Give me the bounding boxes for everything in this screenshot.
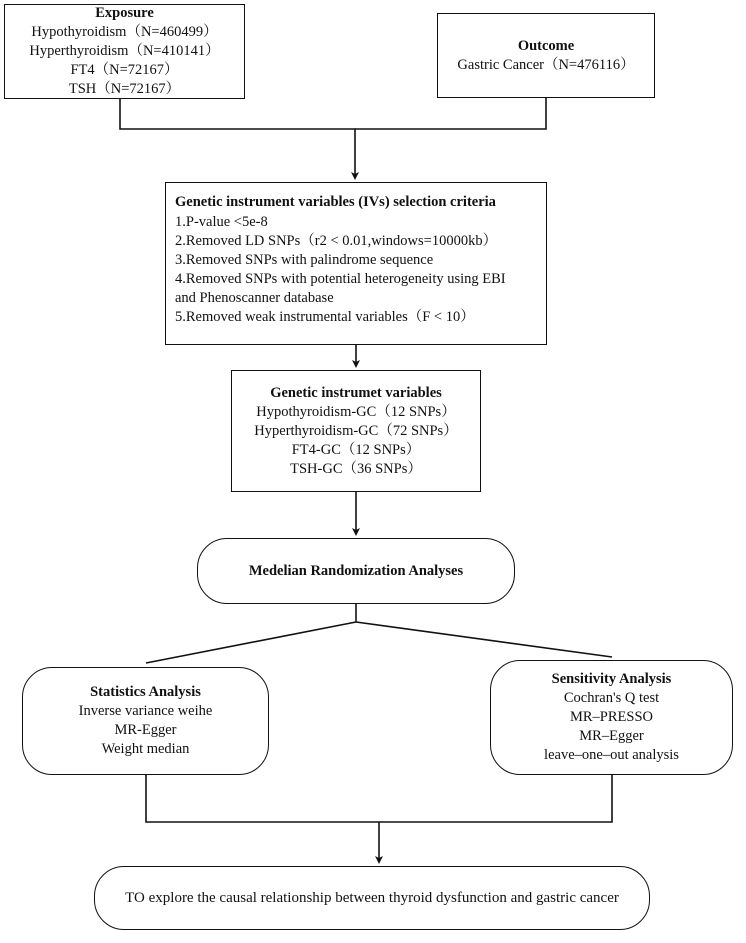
node-statistics-analysis <box>22 667 269 775</box>
sensitivity-line-1: Cochran's Q test <box>563 690 660 706</box>
instruments-line-3: FT4-GC（12 SNPs） <box>291 441 421 458</box>
mr-title: Medelian Randomization Analyses <box>248 562 464 579</box>
node-iv-selection-criteria <box>165 182 547 345</box>
criteria-title: Genetic instrument variables (IVs) selection criteria <box>175 194 496 210</box>
instruments-line-4: TSH-GC（36 SNPs） <box>290 460 422 477</box>
statistics-title: Statistics Analysis <box>90 684 201 700</box>
outcome-title: Outcome <box>517 37 575 54</box>
criteria-line-4: 4.Removed SNPs with potential heterogeneity using EBI <box>175 271 506 287</box>
sensitivity-line-3: MR–Egger <box>579 728 644 744</box>
outcome-line-1: Gastric Cancer（N=476116） <box>457 56 635 73</box>
node-exposure <box>4 4 245 99</box>
node-genetic-instrument-variables <box>231 370 481 492</box>
sensitivity-title: Sensitivity Analysis <box>551 671 672 687</box>
node-conclusion <box>94 866 650 930</box>
statistics-line-1: Inverse variance weihe <box>78 703 213 719</box>
exposure-line-2: Hyperthyroidism（N=410141） <box>29 43 220 59</box>
instruments-title: Genetic instrumet variables <box>270 384 442 401</box>
conclusion-line-1: TO explore the causal relationship between thyroid dysfunction and gastric cancer <box>125 889 619 906</box>
criteria-line-1: 1.P-value <5e-8 <box>175 214 268 230</box>
instruments-line-1: Hypothyroidism-GC（12 SNPs） <box>256 403 456 420</box>
node-sensitivity-analysis <box>490 660 733 775</box>
criteria-line-6: 5.Removed weak instrumental variables（F < 10） <box>175 309 475 325</box>
criteria-line-2: 2.Removed LD SNPs（r2 < 0.01,windows=10000kb） <box>175 233 498 249</box>
instruments-line-2: Hyperthyroidism-GC（72 SNPs） <box>254 422 458 439</box>
exposure-line-1: Hypothyroidism（N=460499） <box>31 24 218 40</box>
statistics-line-2: MR-Egger <box>114 722 177 738</box>
exposure-line-3: FT4（N=72167） <box>70 62 179 78</box>
exposure-title: Exposure <box>95 5 154 21</box>
sensitivity-line-2: MR–PRESSO <box>569 709 653 725</box>
sensitivity-line-4: leave–one–out analysis <box>544 747 679 763</box>
criteria-line-5: and Phenoscanner database <box>175 290 334 306</box>
exposure-line-4: TSH（N=72167） <box>68 81 181 97</box>
node-outcome <box>437 13 655 98</box>
statistics-line-3: Weight median <box>101 741 190 757</box>
criteria-line-3: 3.Removed SNPs with palindrome sequence <box>175 252 434 268</box>
node-mendelian-randomization-analyses <box>197 538 515 604</box>
